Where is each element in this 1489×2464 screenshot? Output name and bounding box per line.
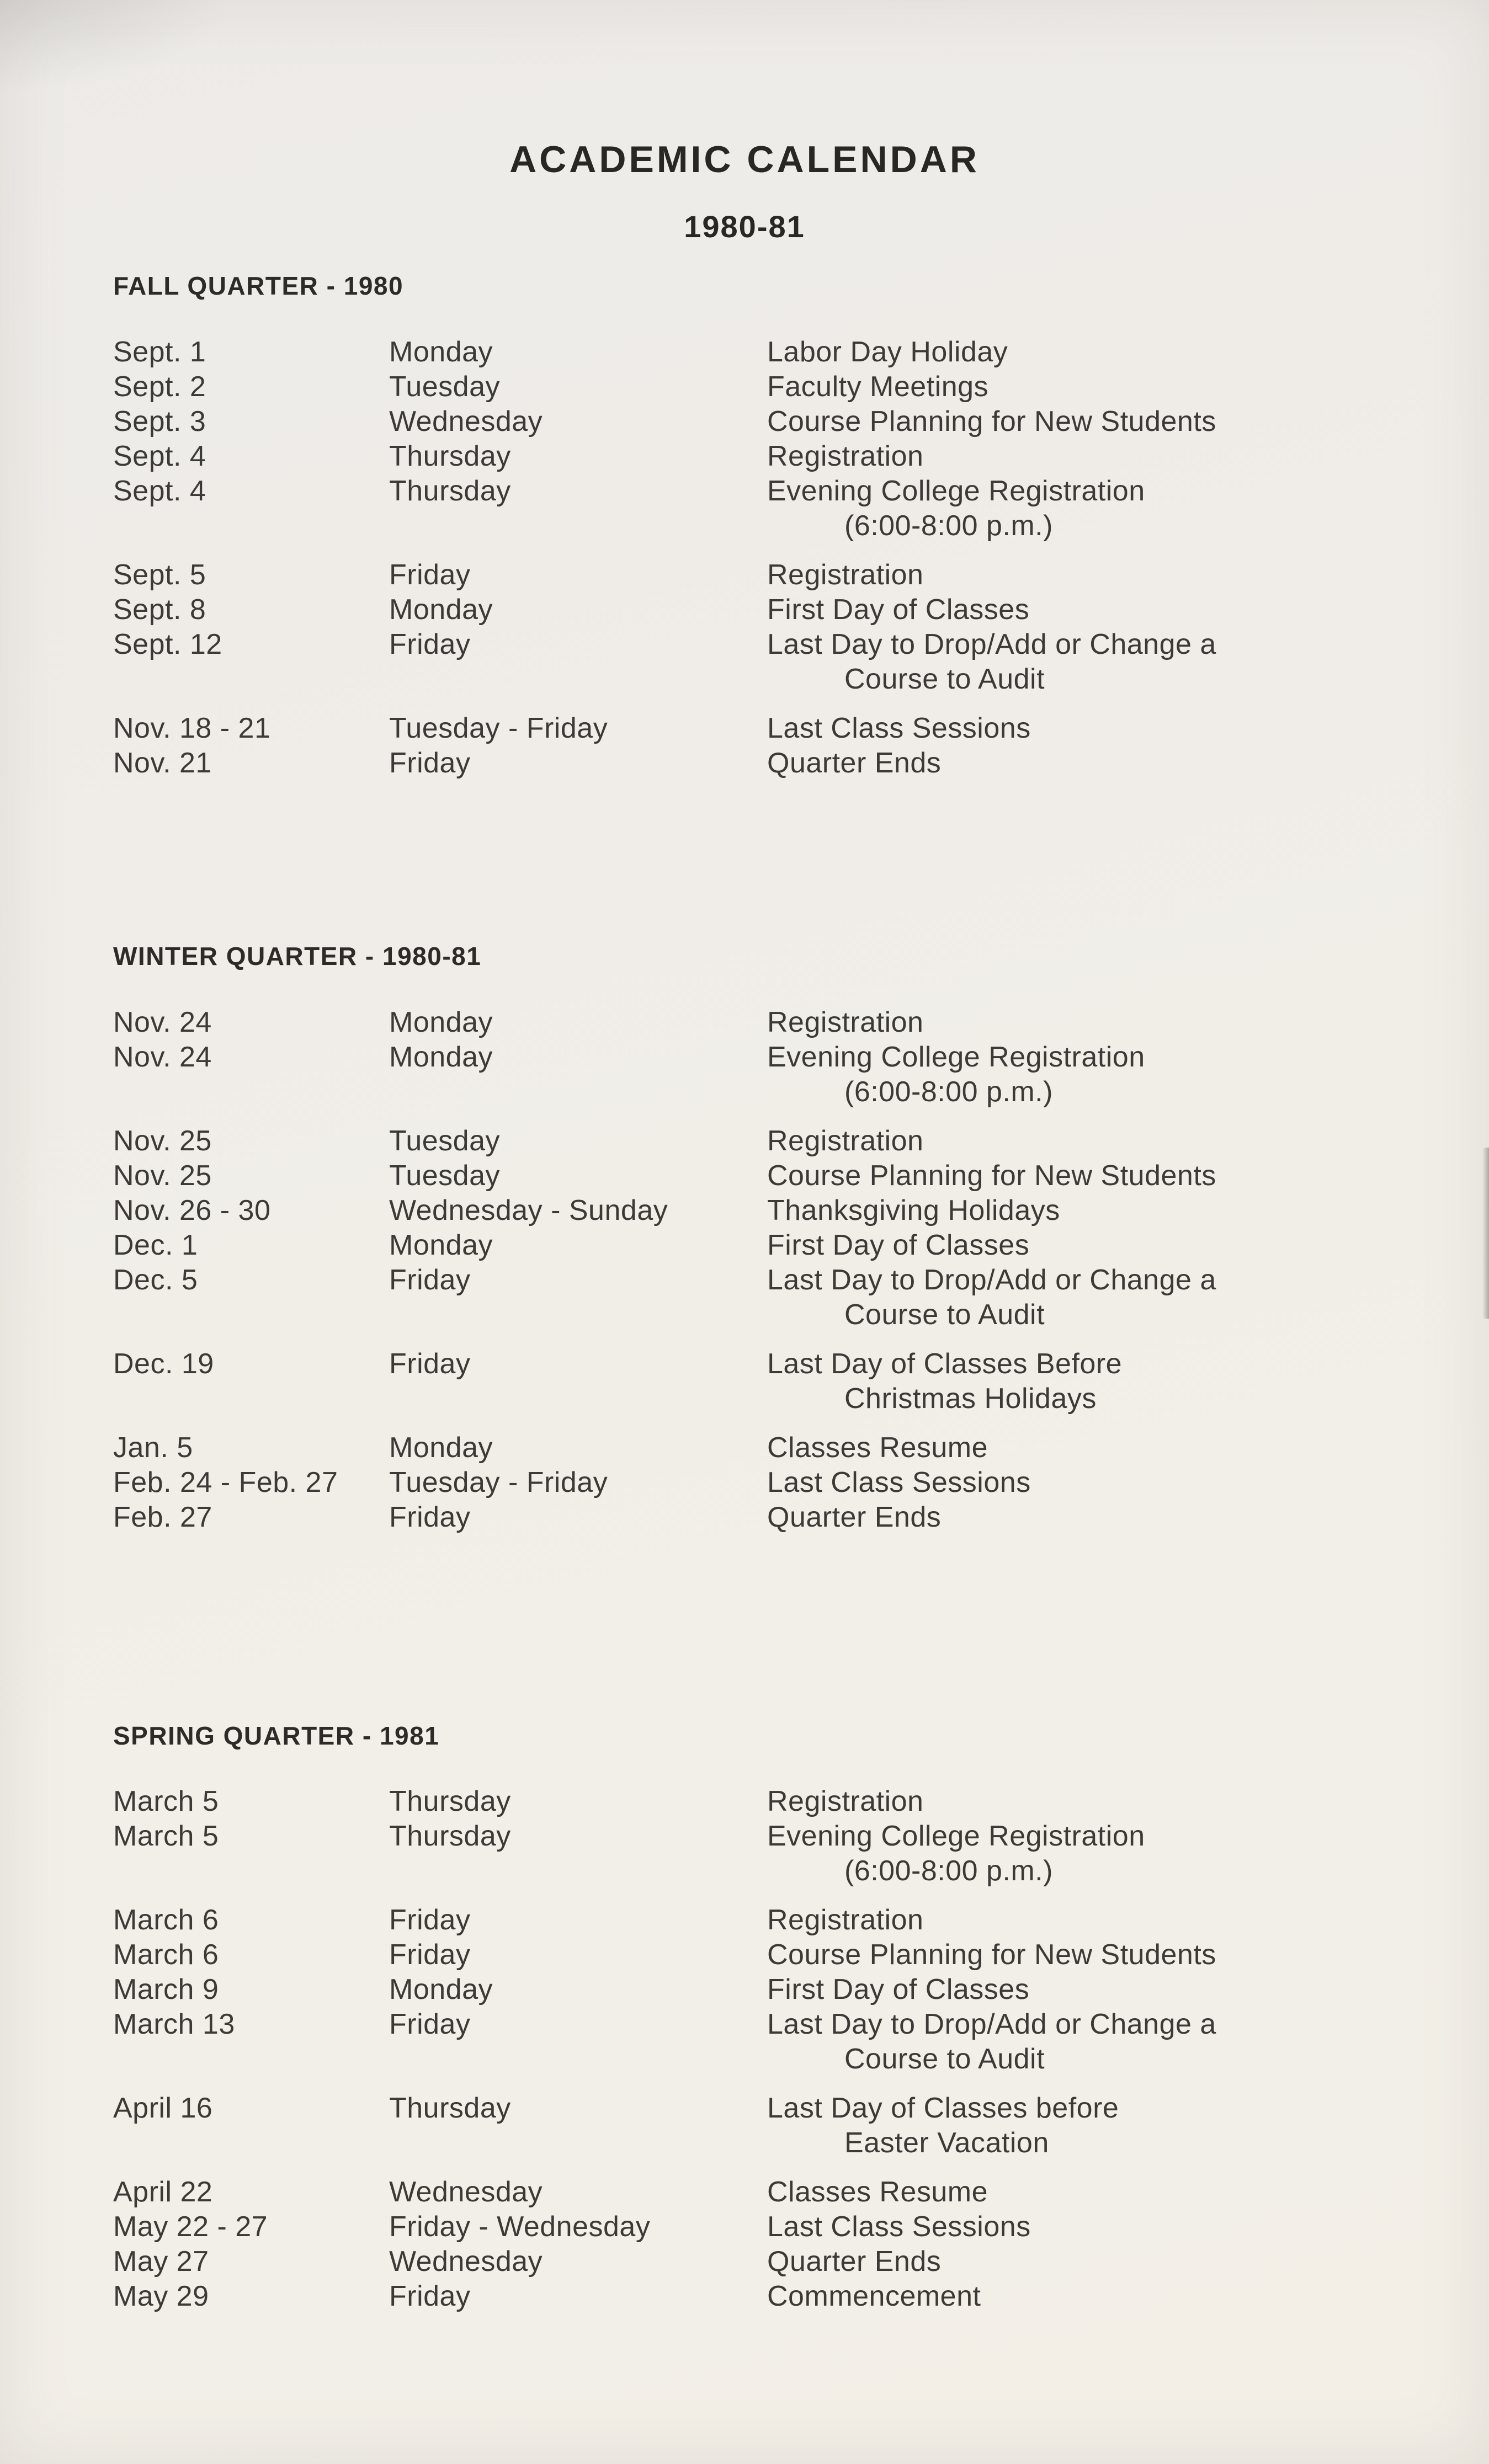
event-line: Christmas Holidays [844, 1382, 1097, 1415]
row-day: Thursday [389, 1785, 511, 1818]
row-date: Jan. 5 [113, 1431, 193, 1464]
row-day: Friday [389, 2280, 471, 2313]
row-date: Dec. 19 [113, 1347, 214, 1380]
row-day: Tuesday [389, 370, 501, 403]
event-line: Classes Resume [767, 1431, 988, 1464]
event-line: First Day of Classes [767, 1974, 1030, 2006]
row-group [113, 1903, 1423, 2077]
calendar-section [113, 1721, 1423, 2314]
calendar-row [113, 1159, 1423, 1193]
row-event [767, 2091, 1423, 2161]
event-line: Easter Vacation [844, 2127, 1049, 2159]
row-day: Friday [389, 1501, 471, 1533]
row-event [767, 1159, 1423, 1193]
calendar-row [113, 1500, 1423, 1535]
row-event [767, 1819, 1423, 1889]
row-group [113, 335, 1423, 543]
row-event [767, 2007, 1423, 2077]
row-group [113, 2175, 1423, 2314]
event-line: Quarter Ends [767, 2246, 942, 2278]
section-heading: SPRING QUARTER - 1981 [113, 1721, 440, 1750]
row-day: Tuesday [389, 1159, 501, 1192]
calendar-row [113, 558, 1423, 593]
row-date: March 6 [113, 1904, 219, 1937]
page-title: ACADEMIC CALENDAR [509, 138, 980, 180]
row-date: April 22 [113, 2176, 213, 2209]
row-group [113, 1784, 1423, 1889]
event-line: Last Class Sessions [767, 1466, 1031, 1498]
event-line: Thanksgiving Holidays [767, 1194, 1060, 1226]
row-event [767, 1124, 1423, 1159]
row-day: Wednesday [389, 405, 543, 438]
row-date: March 5 [113, 1820, 219, 1853]
row-event [767, 1347, 1423, 1416]
row-group [113, 1431, 1423, 1535]
calendar-row [113, 711, 1423, 746]
event-line: Last Day to Drop/Add or Change a [767, 2008, 1216, 2041]
row-day: Friday [389, 628, 471, 660]
calendar-row [113, 474, 1423, 543]
row-event [767, 404, 1423, 439]
row-day: Monday [389, 1974, 493, 2006]
event-line: Course Planning for New Students [767, 1159, 1216, 1192]
event-line: Registration [767, 558, 924, 591]
event-line: Classes Resume [767, 2176, 988, 2209]
row-event [767, 1784, 1423, 1819]
row-day: Friday [389, 746, 471, 779]
section-rows [113, 1784, 1423, 2314]
calendar-row [113, 593, 1423, 627]
row-event [767, 439, 1423, 474]
event-line: Course Planning for New Students [767, 405, 1216, 438]
calendar-row [113, 1347, 1423, 1416]
calendar-row [113, 1819, 1423, 1889]
event-line: (6:00-8:00 p.m.) [844, 1855, 1053, 1887]
row-day: Wednesday [389, 2246, 543, 2278]
calendar-row [113, 2210, 1423, 2244]
row-group [113, 558, 1423, 697]
calendar-row [113, 1005, 1423, 1040]
event-line: Registration [767, 1904, 924, 1937]
calendar-row [113, 335, 1423, 370]
row-event [767, 1465, 1423, 1500]
row-event [767, 1431, 1423, 1465]
event-line: Course to Audit [844, 663, 1045, 695]
event-line: (6:00-8:00 p.m.) [844, 509, 1053, 542]
event-line: Course to Audit [844, 1298, 1045, 1331]
row-day: Monday [389, 1041, 493, 1073]
event-line: Last Class Sessions [767, 2211, 1031, 2243]
row-event [767, 558, 1423, 593]
calendar-row [113, 2175, 1423, 2210]
row-date: May 27 [113, 2246, 209, 2278]
section-rows [113, 1005, 1423, 1535]
row-day: Monday [389, 335, 493, 368]
event-line: Labor Day Holiday [767, 335, 1008, 368]
row-group [113, 711, 1423, 781]
row-date: Feb. 24 - Feb. 27 [113, 1466, 338, 1498]
calendar-row [113, 1972, 1423, 2007]
row-event [767, 2175, 1423, 2210]
event-line: First Day of Classes [767, 593, 1030, 626]
event-line: Evening College Registration [767, 474, 1145, 507]
row-event [767, 627, 1423, 697]
row-event [767, 746, 1423, 781]
event-line: (6:00-8:00 p.m.) [844, 1075, 1053, 1108]
calendar-row [113, 370, 1423, 404]
calendar-section [113, 942, 1423, 1535]
page-subtitle: 1980-81 [684, 209, 805, 244]
row-group [113, 1124, 1423, 1332]
row-event [767, 1228, 1423, 1263]
row-day: Wednesday - Sunday [389, 1194, 668, 1226]
row-event [767, 1263, 1423, 1332]
calendar-sections [0, 271, 1489, 2314]
row-date: Sept. 1 [113, 335, 206, 368]
event-line: Evening College Registration [767, 1041, 1145, 1073]
event-line: Last Class Sessions [767, 712, 1031, 744]
row-day: Tuesday - Friday [389, 1466, 608, 1498]
row-event [767, 1040, 1423, 1110]
row-event [767, 2279, 1423, 2314]
row-day: Tuesday [389, 1124, 501, 1157]
row-date: April 16 [113, 2092, 213, 2125]
row-day: Monday [389, 1229, 493, 1261]
event-line: Last Day to Drop/Add or Change a [767, 628, 1216, 660]
event-line: Evening College Registration [767, 1820, 1145, 1853]
row-event [767, 711, 1423, 746]
row-date: Nov. 25 [113, 1159, 212, 1192]
row-event [767, 2244, 1423, 2279]
row-group [113, 2091, 1423, 2161]
row-date: Nov. 25 [113, 1124, 212, 1157]
row-event [767, 335, 1423, 370]
event-line: Registration [767, 1785, 924, 1818]
row-date: Dec. 5 [113, 1263, 198, 1296]
calendar-row [113, 404, 1423, 439]
row-date: Sept. 4 [113, 474, 206, 507]
row-date: Dec. 1 [113, 1229, 198, 1261]
calendar-row [113, 746, 1423, 781]
event-line: Last Day of Classes Before [767, 1347, 1123, 1380]
row-event [767, 2210, 1423, 2244]
calendar-row [113, 439, 1423, 474]
calendar-row [113, 1263, 1423, 1332]
row-event [767, 1938, 1423, 1972]
calendar-row [113, 2279, 1423, 2314]
calendar-row [113, 627, 1423, 697]
row-date: Sept. 8 [113, 593, 206, 626]
event-line: Last Day to Drop/Add or Change a [767, 1263, 1216, 1296]
row-day: Friday [389, 1263, 471, 1296]
row-day: Wednesday [389, 2176, 543, 2209]
row-event [767, 1903, 1423, 1938]
row-day: Tuesday - Friday [389, 712, 608, 744]
event-line: First Day of Classes [767, 1229, 1030, 1261]
row-event [767, 1005, 1423, 1040]
row-day: Monday [389, 593, 493, 626]
row-event [767, 1500, 1423, 1535]
event-line: Quarter Ends [767, 746, 942, 779]
row-event [767, 593, 1423, 627]
row-day: Monday [389, 1431, 493, 1464]
row-day: Thursday [389, 2092, 511, 2125]
calendar-row [113, 1938, 1423, 1972]
event-line: Registration [767, 440, 924, 472]
row-date: Nov. 26 - 30 [113, 1194, 271, 1226]
row-day: Thursday [389, 1820, 511, 1853]
row-date: March 6 [113, 1939, 219, 1971]
row-day: Friday [389, 558, 471, 591]
calendar-row [113, 1431, 1423, 1465]
row-day: Monday [389, 1006, 493, 1038]
row-date: Sept. 3 [113, 405, 206, 438]
event-line: Registration [767, 1006, 924, 1038]
row-date: March 9 [113, 1974, 219, 2006]
row-event [767, 474, 1423, 543]
calendar-row [113, 1228, 1423, 1263]
row-date: Sept. 4 [113, 440, 206, 472]
calendar-row [113, 1040, 1423, 1110]
calendar-row [113, 1903, 1423, 1938]
row-event [767, 370, 1423, 404]
event-line: Last Day of Classes before [767, 2092, 1119, 2125]
row-group [113, 1347, 1423, 1416]
calendar-row [113, 1193, 1423, 1228]
section-rows [113, 335, 1423, 781]
event-line: Registration [767, 1124, 924, 1157]
event-line: Course Planning for New Students [767, 1939, 1216, 1971]
row-day: Friday [389, 1939, 471, 1971]
row-date: May 22 - 27 [113, 2211, 268, 2243]
row-date: Nov. 24 [113, 1041, 212, 1073]
row-day: Friday [389, 1904, 471, 1937]
row-day: Friday [389, 2008, 471, 2041]
row-date: Sept. 2 [113, 370, 206, 403]
row-date: Sept. 12 [113, 628, 222, 660]
row-day: Friday [389, 1347, 471, 1380]
row-event [767, 1193, 1423, 1228]
row-day: Thursday [389, 474, 511, 507]
row-date: Nov. 24 [113, 1006, 212, 1038]
event-line: Faculty Meetings [767, 370, 989, 403]
row-date: May 29 [113, 2280, 209, 2313]
row-event [767, 1972, 1423, 2007]
event-line: Course to Audit [844, 2043, 1045, 2076]
row-day: Thursday [389, 440, 511, 472]
row-date: Feb. 27 [113, 1501, 212, 1533]
calendar-row [113, 2091, 1423, 2161]
row-group [113, 1005, 1423, 1110]
row-day: Friday - Wednesday [389, 2211, 651, 2243]
row-date: March 5 [113, 1785, 219, 1818]
section-heading: FALL QUARTER - 1980 [113, 271, 404, 300]
row-date: Nov. 18 - 21 [113, 712, 271, 744]
calendar-row [113, 2244, 1423, 2279]
calendar-row [113, 1784, 1423, 1819]
event-line: Quarter Ends [767, 1501, 942, 1533]
calendar-row [113, 2007, 1423, 2077]
calendar-section [113, 271, 1423, 781]
calendar-row [113, 1124, 1423, 1159]
page-header [0, 0, 1489, 244]
row-date: Sept. 5 [113, 558, 206, 591]
row-date: March 13 [113, 2008, 235, 2041]
calendar-row [113, 1465, 1423, 1500]
section-heading: WINTER QUARTER - 1980-81 [113, 941, 482, 970]
event-line: Commencement [767, 2280, 981, 2313]
row-date: Nov. 21 [113, 746, 212, 779]
